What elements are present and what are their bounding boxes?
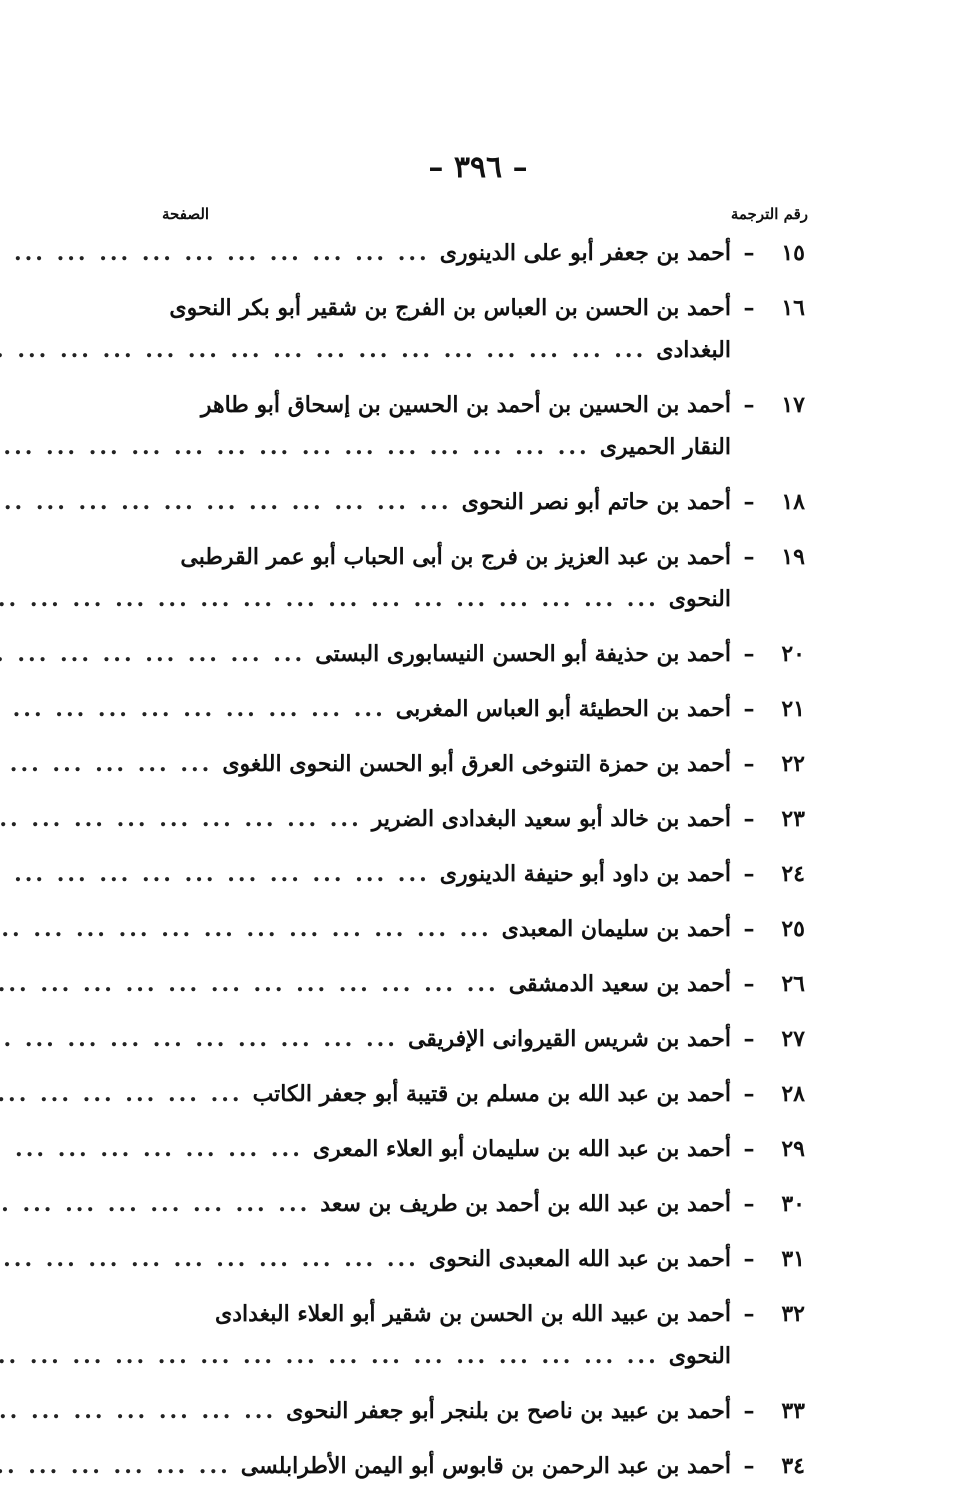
- toc-entry: [160, 743, 805, 785]
- toc-entry: [160, 1238, 805, 1280]
- entry-number: ٢٩: [781, 1136, 805, 1162]
- toc-entry: [160, 853, 805, 895]
- toc-entry: [160, 1073, 805, 1115]
- entry-number: ٢٥: [781, 916, 805, 942]
- toc-entry: [160, 536, 805, 620]
- entry-name: أحمد بن الحسين بن أحمد بن الحسين بن إسحاق أبو طاهر: [200, 392, 731, 418]
- entry-dash: –: [743, 751, 755, 777]
- entry-name: أحمد بن عبيد الله بن الحسن بن شقير أبو العلاء البغدادى: [214, 1301, 731, 1327]
- entry-name: أحمد بن عبد العزيز بن فرج بن أبى الحباب أبو عمر القرطبى: [180, 544, 731, 570]
- dot-leader: [0, 1018, 408, 1060]
- entry-number: ١٥: [781, 240, 805, 266]
- dot-leader: [0, 232, 440, 274]
- entry-number: ٢٧: [781, 1026, 805, 1052]
- entry-dash: –: [743, 1191, 755, 1217]
- toc-entry-line: [160, 633, 805, 675]
- entry-name: أحمد بن سليمان المعبدى: [501, 916, 731, 942]
- toc-entry-line: [160, 1183, 805, 1225]
- toc-entry: [160, 1445, 805, 1487]
- entry-dash: –: [743, 489, 755, 515]
- dot-leader: [0, 1335, 669, 1377]
- entry-number: ٣٢: [781, 1301, 805, 1327]
- entry-name: النحوى: [668, 1343, 731, 1369]
- toc-entry-line: [160, 287, 805, 329]
- dot-leader: [0, 798, 372, 840]
- entry-dash: –: [743, 696, 755, 722]
- toc-entry: [160, 1390, 805, 1432]
- toc-entry: [160, 232, 805, 274]
- entry-dash: –: [743, 1246, 755, 1272]
- dot-leader: [0, 1128, 313, 1170]
- entry-dash: –: [743, 861, 755, 887]
- toc-entry: [160, 633, 805, 675]
- toc-entry-line: [160, 1018, 805, 1060]
- dot-leader: [0, 1238, 429, 1280]
- toc-entry-line: [160, 578, 805, 620]
- toc-entry-line: [160, 963, 805, 1005]
- entry-name: أحمد بن داود أبو حنيفة الدينورى: [439, 861, 731, 887]
- toc-entry-line: [160, 743, 805, 785]
- toc-entry-line: [160, 1445, 805, 1487]
- toc-entry-line: [160, 853, 805, 895]
- toc-entry: [160, 481, 805, 523]
- entry-number: ٣٤: [781, 1453, 805, 1479]
- toc-entry: [160, 908, 805, 950]
- entry-dash: –: [743, 1301, 755, 1327]
- entry-dash: –: [743, 1026, 755, 1052]
- toc-entry: [160, 963, 805, 1005]
- toc-entry-line: [160, 1238, 805, 1280]
- toc-entry-line: [160, 1390, 805, 1432]
- entry-name: أحمد بن سعيد الدمشقى: [508, 971, 731, 997]
- entry-name: أحمد بن حاتم أبو نصر النحوى: [461, 489, 731, 515]
- entry-number: ١٩: [781, 544, 805, 570]
- entry-name: أحمد بن عبد الله بن مسلم بن قتيبة أبو جعفر الكاتب: [252, 1081, 731, 1107]
- dot-leader: [0, 743, 222, 785]
- entry-number-column-header: رقم الترجمة: [730, 205, 808, 223]
- toc-entry-line: [160, 536, 805, 578]
- dot-leader: [0, 963, 509, 1005]
- toc-entry: [160, 1018, 805, 1060]
- entry-dash: –: [743, 1136, 755, 1162]
- entry-name: أحمد بن عبد الله بن سليمان أبو العلاء المعرى: [312, 1136, 731, 1162]
- entry-number: ٣٣: [781, 1398, 805, 1424]
- toc-entry-line: [160, 688, 805, 730]
- dot-leader: [0, 633, 315, 675]
- entry-name: أحمد بن جعفر أبو على الدينورى: [439, 240, 731, 266]
- toc-entry: [160, 1183, 805, 1225]
- entry-name: النقار الحميرى: [599, 434, 731, 460]
- entry-name: أحمد بن عبد الرحمن بن قابوس أبو اليمن الأطرابلسى: [240, 1453, 731, 1479]
- entry-number: ٢٨: [781, 1081, 805, 1107]
- entry-name: أحمد بن عبد الله بن أحمد بن طريف بن سعد: [320, 1191, 731, 1217]
- toc-entry-line: [160, 384, 805, 426]
- entry-number: ٢١: [781, 696, 805, 722]
- entry-number: ١٦: [781, 295, 805, 321]
- toc-entry-line: [160, 1128, 805, 1170]
- entry-number: ٢٤: [781, 861, 805, 887]
- dot-leader: [0, 853, 440, 895]
- dot-leader: [0, 578, 669, 620]
- entry-number: ١٨: [781, 489, 805, 515]
- entry-name: البغدادى: [656, 337, 731, 363]
- dot-leader: [0, 908, 502, 950]
- entry-number: ٢٣: [781, 806, 805, 832]
- entry-dash: –: [743, 544, 755, 570]
- entry-name: أحمد بن حمزة التنوخى العرق أبو الحسن النحوى اللغوى: [222, 751, 731, 777]
- entry-number: ١٧: [781, 392, 805, 418]
- toc-entry: [160, 798, 805, 840]
- page-column-header: الصفحة: [162, 205, 210, 223]
- entry-dash: –: [743, 1453, 755, 1479]
- entry-dash: –: [743, 641, 755, 667]
- toc-entry-line: [160, 481, 805, 523]
- entry-number: ٢٠: [781, 641, 805, 667]
- entry-dash: –: [743, 806, 755, 832]
- dot-leader: [0, 1073, 253, 1115]
- dot-leader: [0, 688, 396, 730]
- toc-entry: [160, 384, 805, 468]
- entry-dash: –: [743, 916, 755, 942]
- entry-name: أحمد بن عبد الله المعبدى النحوى: [428, 1246, 731, 1272]
- toc-entry-line: [160, 1335, 805, 1377]
- dot-leader: [0, 481, 462, 523]
- entry-name: أحمد بن عبيد بن ناصح بن بلنجر أبو جعفر النحوى: [286, 1398, 731, 1424]
- entry-number: ٢٦: [781, 971, 805, 997]
- entry-number: ٢٢: [781, 751, 805, 777]
- entry-dash: –: [743, 1081, 755, 1107]
- toc-entry: [160, 1128, 805, 1170]
- dot-leader: [0, 426, 600, 468]
- entry-name: أحمد بن حذيفة أبو الحسن النيسابورى البستى: [315, 641, 731, 667]
- entry-dash: –: [743, 295, 755, 321]
- toc-entry-line: [160, 908, 805, 950]
- entry-number: ٣٠: [781, 1191, 805, 1217]
- dot-leader: [0, 1445, 241, 1487]
- entry-number: ٣١: [781, 1246, 805, 1272]
- dot-leader: [0, 329, 656, 371]
- dot-leader: [0, 1390, 286, 1432]
- entry-name: أحمد بن شريس القيروانى الإفريقى: [407, 1026, 731, 1052]
- entry-dash: –: [743, 971, 755, 997]
- toc-entry: [160, 688, 805, 730]
- toc-entry-line: [160, 1293, 805, 1335]
- entry-name: أحمد بن الحسن بن العباس بن الفرج بن شقير أبو بكر النحوى: [169, 295, 731, 321]
- toc-entry-line: [160, 329, 805, 371]
- entry-name: النحوى: [668, 586, 731, 612]
- toc-entry: [160, 1293, 805, 1377]
- toc-entry-line: [160, 1073, 805, 1115]
- dot-leader: [0, 1183, 320, 1225]
- entry-dash: –: [743, 392, 755, 418]
- entry-name: أحمد بن الحطيئة أبو العباس المغربى: [395, 696, 731, 722]
- toc-entry-line: [160, 798, 805, 840]
- page-number: – ٣٩٦ –: [428, 150, 528, 185]
- entry-dash: –: [743, 1398, 755, 1424]
- toc-entry-line: [160, 232, 805, 274]
- table-of-contents: [160, 232, 805, 1500]
- toc-entry-line: [160, 426, 805, 468]
- entry-name: أحمد بن خالد أبو سعيد البغدادى الضرير: [371, 806, 731, 832]
- entry-dash: –: [743, 240, 755, 266]
- toc-entry: [160, 287, 805, 371]
